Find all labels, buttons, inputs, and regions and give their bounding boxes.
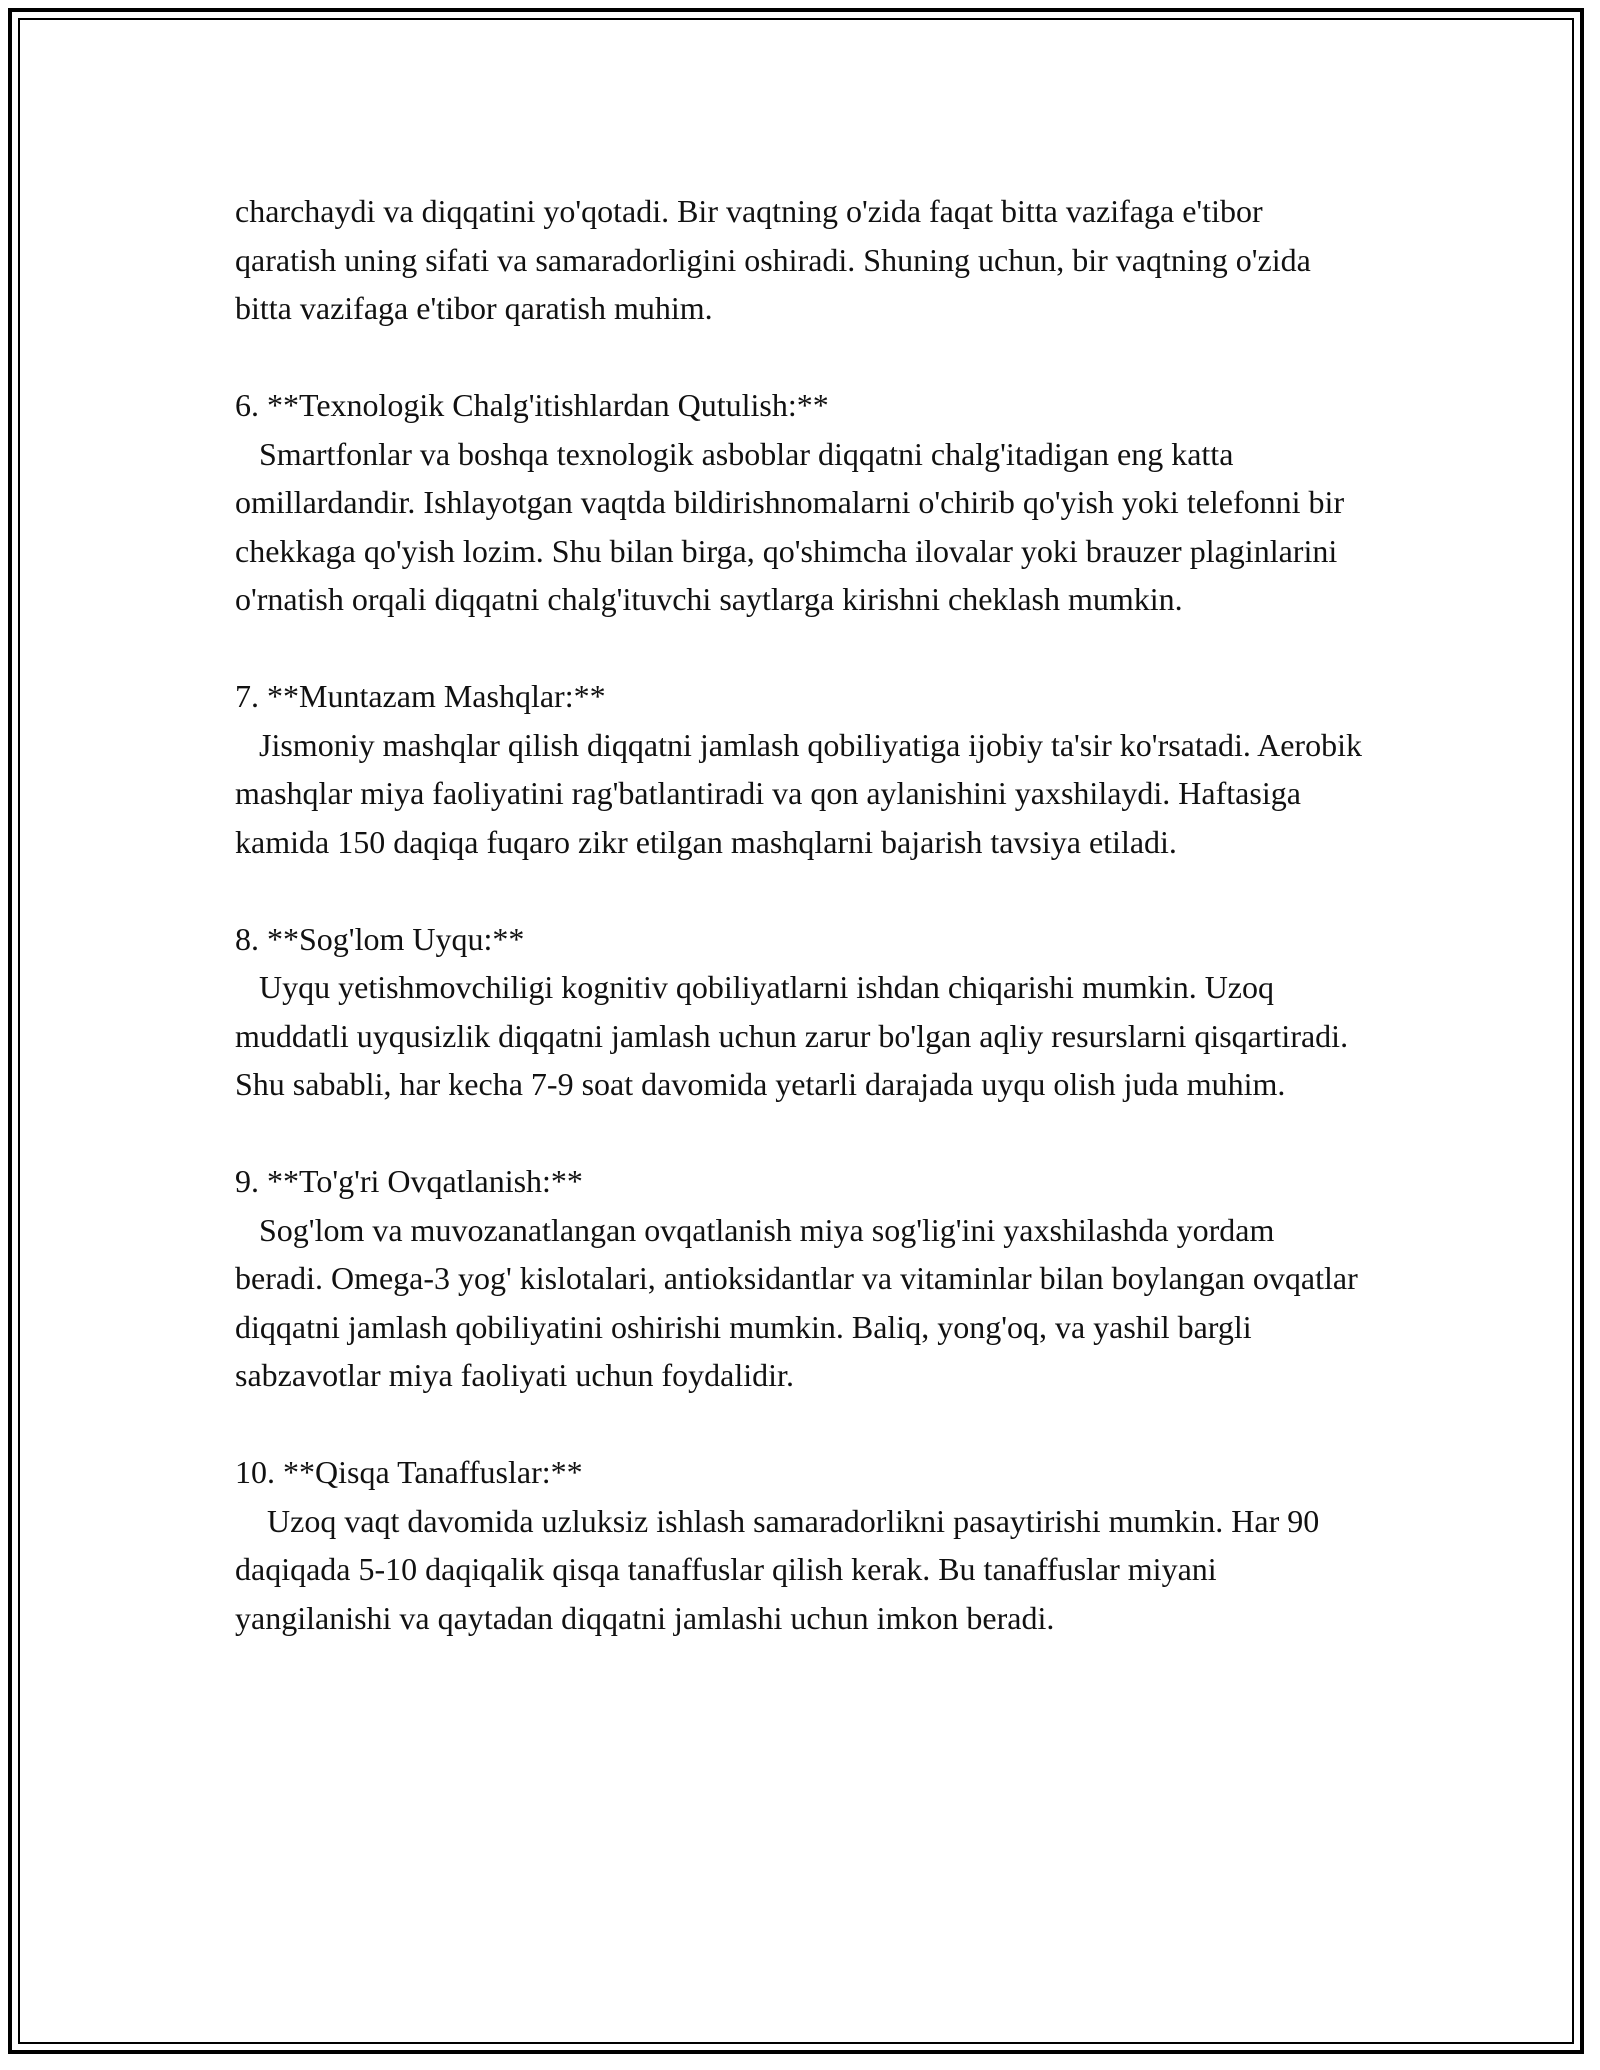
section-10-body: Uzoq vaqt davomida uzluksiz ishlash samaradorlikni pasaytirishi mumkin. Har 90 daqiqada 5-10 daqiqalik qisqa tanaffuslar qilish kerak. Bu tanaffuslar miyani yangilanishi va qaytadan diqqatni jamlashi uchun imkon beradi.: [235, 1502, 1328, 1636]
section-9-body: Sog'lom va muvozanatlangan ovqatlanish miya sog'lig'ini yaxshilashda yordam beradi. Omega-3 yog' kislotalari, antioksidantlar va vitaminlar bilan boylangan ovqatlar diqqatni jamlash qobiliyatini oshirishi mumkin. Baliq, yong'oq, va yashil bargli sabzavotlar miya faoliyati uchun foydalidir.: [235, 1211, 1366, 1393]
document-body: [235, 187, 1370, 1642]
intro-paragraph: charchaydi va diqqatini yo'qotadi. Bir vaqtning o'zida faqat bitta vazifaga e'tibor qaratish uning sifati va samaradorligini oshiradi. Shuning uchun, bir vaqtning o'zida bitta vazifaga e'tibor qaratish muhim.: [235, 193, 1319, 326]
section-8-body: Uyqu yetishmovchiligi kognitiv qobiliyatlarni ishdan chiqarishi mumkin. Uzoq muddatli uyqusizlik diqqatni jamlash uchun zarur bo'lgan aqliy resurslarni qisqartiradi. Shu sababli, har kecha 7-9 soat davomida yetarli darajada uyqu olish juda muhim.: [235, 969, 1357, 1102]
section-6-body: Smartfonlar va boshqa texnologik asboblar diqqatni chalg'itadigan eng katta omillardandir. Ishlayotgan vaqtda bildirishnomalarni o'chirib qo'yish yoki telefonni bir chekkaga qo'yish lozim. Shu bilan birga, qo'shimcha ilovalar yoki brauzer plaginlarini o'rnatish orqali diqqatni chalg'ituvchi saytlarga kirishni cheklash mumkin.: [235, 435, 1353, 617]
section-10-heading: 10. **Qisqa Tanaffuslar:**: [235, 1454, 583, 1490]
paragraph-gap: [235, 624, 1365, 673]
paragraph-gap: [235, 1109, 1365, 1158]
paragraph-gap: [235, 866, 1365, 915]
paragraph-gap: [235, 1400, 1365, 1449]
section-8-heading: 8. **Sog'lom Uyqu:**: [235, 920, 525, 957]
section-7-heading: 7. **Muntazam Mashqlar:**: [235, 678, 606, 714]
paragraph-gap: [235, 333, 1365, 382]
section-7-body: Jismoniy mashqlar qilish diqqatni jamlash qobiliyatiga ijobiy ta'sir ko'rsatadi. Aerobik mashqlar miya faoliyatini rag'batlantiradi va qon aylanishini yaxshilaydi. Haftasiga kamida 150 daqiqa fuqaro zikr etilgan mashqlarni bajarish tavsiya etiladi.: [235, 726, 1370, 860]
section-9-heading: 9. **To'g'ri Ovqatlanish:**: [235, 1163, 583, 1199]
section-6-heading: 6. **Texnologik Chalg'itishlardan Qutulish:**: [235, 387, 829, 423]
